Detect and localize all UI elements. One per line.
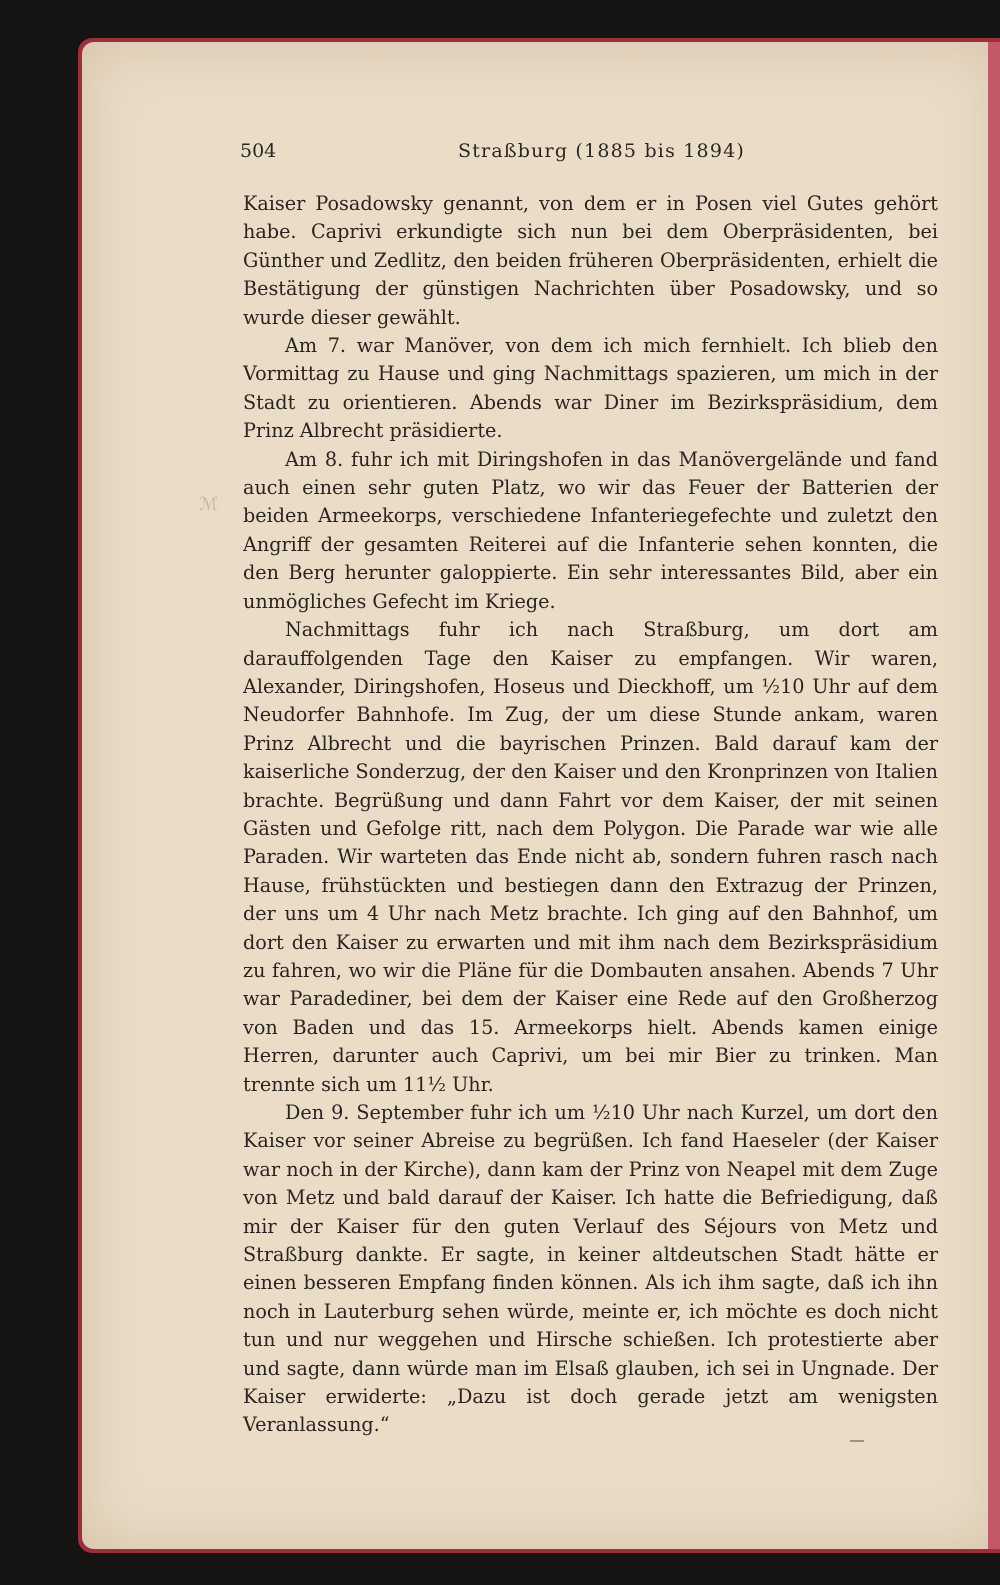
paragraph-3: Am 8. fuhr ich mit Diringshofen in das Manövergelände und fand auch einen sehr guten Platz, wo wir das Feuer der Batterien der beiden Armeekorps, verschiedene Infanteriegefechte und zuletzt den Angriff der gesamten Reiterei auf die Infanterie sehen konnten, die den Berg herunter galoppierte. Ein sehr interessantes Bild, aber ein unmögliches Gefecht im Kriege. (243, 447, 938, 613)
paragraph-1: Kaiser Posadowsky genannt, von dem er in Posen viel Gutes gehört habe. Caprivi erkundigte sich nun bei dem Oberpräsidenten, bei Günther und Zedlitz, den beiden früheren Oberpräsidenten, erhielt die Bestätigung der günstigen Nachrichten über Posadowsky, und so wurde dieser gewählt. (243, 192, 938, 329)
binding-strip (988, 42, 1000, 1549)
paragraph-2: Am 7. war Manöver, von dem ich mich fernhielt. Ich blieb den Vormittag zu Hause und ging Nachmittags spazieren, um mich in der Stadt zu orientieren. Abends war Diner im Bezirkspräsidium, dem Prinz Albrecht präsidierte. (243, 334, 938, 443)
page-number: 504 (240, 140, 277, 162)
paragraph-4: Nachmittags fuhr ich nach Straßburg, um dort am darauffolgenden Tage den Kaiser zu empfangen. Wir waren, Alexander, Diringshofen, Hoseus und Dieckhoff, um ½10 Uhr auf dem Neudorfer Bahnhofe. Im Zug, der um diese Stunde ankam, waren Prinz Albrecht und die bayrischen Prinzen. Bald darauf kam der kaiserliche Sonderzug, der den Kaiser und den Kronprinzen von Italien brachte. Begrüßung und dann Fahrt vor dem Kaiser, der mit seinen Gästen und Gefolge ritt, nach dem Polygon. Die Parade war wie alle Paraden. Wir warteten das Ende nicht ab, sondern fuhren rasch nach Hause, frühstückten und bestiegen dann den Extrazug der Prinzen, der uns um 4 Uhr nach Metz brachte. Ich ging auf den Bahnhof, um dort den Kaiser zu erwarten und mit ihm nach dem Bezirkspräsidium zu fahren, wo wir die Pläne für die Dombauten ansahen. Abends 7 Uhr war Paradediner, bei dem der Kaiser eine Rede auf den Großherzog von Baden und das 15. Armeekorps hielt. Abends kamen einige Herren, darunter auch Caprivi, um bei mir Bier zu trinken. Man trennte sich um 11½ Uhr. (243, 618, 938, 1096)
running-title: Straßburg (1885 bis 1894) (458, 140, 746, 162)
margin-pencil-mark: ℳ (199, 494, 219, 515)
running-header (240, 140, 940, 170)
ink-speck (850, 1440, 864, 1442)
body-text (243, 190, 938, 1440)
paragraph-5: Den 9. September fuhr ich um ½10 Uhr nach Kurzel, um dort den Kaiser vor seiner Abreise zu begrüßen. Ich fand Haeseler (der Kaiser war noch in der Kirche), dann kam der Prinz von Neapel mit dem Zuge von Metz und bald darauf der Kaiser. Ich hatte die Befriedigung, daß mir der Kaiser für den guten Verlauf des Séjours von Metz und Straßburg dankte. Er sagte, in keiner altdeutschen Stadt hätte er einen besseren Empfang finden können. Als ich ihm sagte, daß ich ihn noch in Lauterburg sehen würde, meinte er, ich möchte es doch nicht tun und nur weggehen und Hirsche schießen. Ich protestierte aber und sagte, dann würde man im Elsaß glauben, ich sei in Ungnade. Der Kaiser erwiderte: „Dazu ist doch gerade jetzt am wenigsten Veranlassung.“ (243, 1101, 938, 1437)
